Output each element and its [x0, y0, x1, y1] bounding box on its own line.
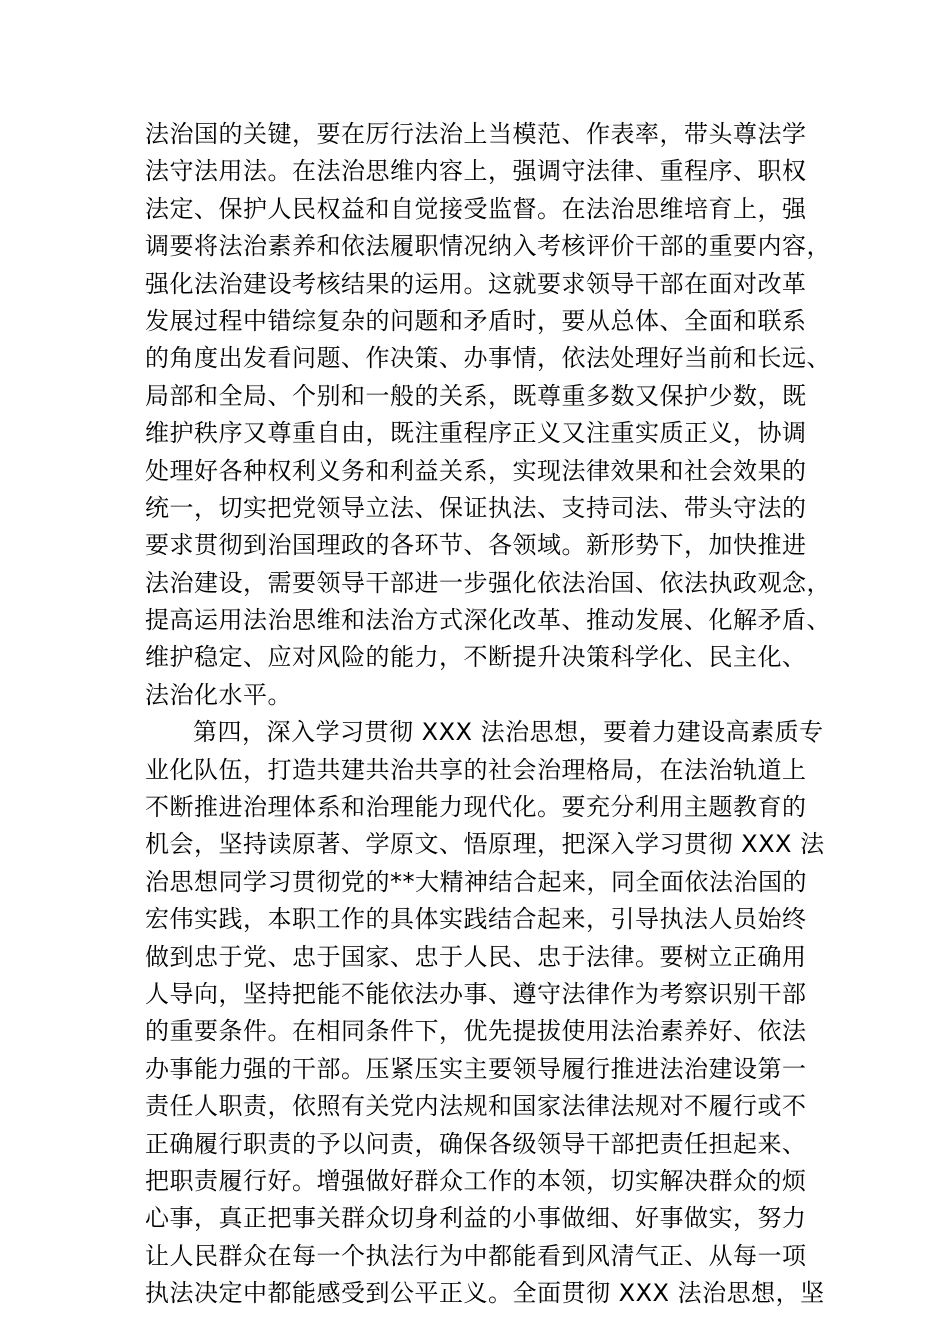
- text-line: 机会，坚持读原著、学原文、悟原理，把深入学习贯彻 XXX 法: [145, 830, 825, 859]
- text-line: 做到忠于党、忠于国家、忠于人民、忠于法律。要树立正确用: [145, 942, 807, 971]
- text-line: 宏伟实践，本职工作的具体实践结合起来，引导执法人员始终: [145, 905, 807, 934]
- text-line: 局部和全局、个别和一般的关系，既尊重多数又保护少数，既: [145, 381, 807, 410]
- text-line: 办事能力强的干部。压紧压实主要领导履行推进法治建设第一: [145, 1054, 807, 1083]
- text-line: 调要将法治素养和依法履职情况纳入考核评价干部的重要内容，: [145, 232, 831, 261]
- text-line: 让人民群众在每一个执法行为中都能看到风清气正、从每一项: [145, 1241, 807, 1270]
- text-line: 不断推进治理体系和治理能力现代化。要充分利用主题教育的: [145, 793, 807, 822]
- text-line: 处理好各种权利义务和利益关系，实现法律效果和社会效果的: [145, 456, 807, 485]
- text-line: 人导向，坚持把能不能依法办事、遵守法律作为考察识别干部: [145, 979, 807, 1008]
- text-line: 治思想同学习贯彻党的**大精神结合起来，同全面依法治国的: [145, 867, 807, 896]
- text-line: 责任人职责，依照有关党内法规和国家法律法规对不履行或不: [145, 1092, 807, 1121]
- text-line: 正确履行职责的予以问责，确保各级领导干部把责任担起来、: [145, 1129, 807, 1158]
- text-line: 维护秩序又尊重自由，既注重程序正义又注重实质正义，协调: [145, 419, 807, 448]
- text-line: 业化队伍，打造共建共治共享的社会治理格局，在法治轨道上: [145, 755, 807, 784]
- paragraph-first-line: 第四，深入学习贯彻 XXX 法治思想，要着力建设高素质专: [193, 718, 824, 747]
- text-line: 把职责履行好。增强做好群众工作的本领，切实解决群众的烦: [145, 1166, 807, 1195]
- text-line: 法治国的关键，要在厉行法治上当模范、作表率，带头尊法学: [145, 120, 807, 148]
- text-line: 法守法用法。在法治思维内容上，强调守法律、重程序、职权: [145, 157, 807, 186]
- text-line: 的重要条件。在相同条件下，优先提拔使用法治素养好、依法: [145, 1017, 807, 1046]
- text-line: 法定、保护人民权益和自觉接受监督。在法治思维培育上，强: [145, 194, 807, 223]
- text-line: 提高运用法治思维和法治方式深化改革、推动发展、化解矛盾、: [145, 606, 831, 635]
- text-line: 心事，真正把事关群众切身利益的小事做细、好事做实，努力: [145, 1204, 807, 1233]
- text-line: 法治建设，需要领导干部进一步强化依法治国、依法执政观念，: [145, 568, 831, 597]
- text-line: 维护稳定、应对风险的能力，不断提升决策科学化、民主化、: [145, 643, 807, 672]
- text-line: 要求贯彻到治国理政的各环节、各领域。新形势下，加快推进: [145, 531, 807, 560]
- text-line: 的角度出发看问题、作决策、办事情，依法处理好当前和长远、: [145, 344, 831, 373]
- text-line: 强化法治建设考核结果的运用。这就要求领导干部在面对改革: [145, 269, 807, 298]
- text-line: 统一，切实把党领导立法、保证执法、支持司法、带头守法的: [145, 493, 807, 522]
- document-body: [145, 116, 845, 1313]
- text-line: 发展过程中错综复杂的问题和矛盾时，要从总体、全面和联系: [145, 306, 807, 335]
- text-line: 法治化水平。: [145, 680, 292, 709]
- text-line: 执法决定中都能感受到公平正义。全面贯彻 XXX 法治思想，坚: [145, 1279, 825, 1308]
